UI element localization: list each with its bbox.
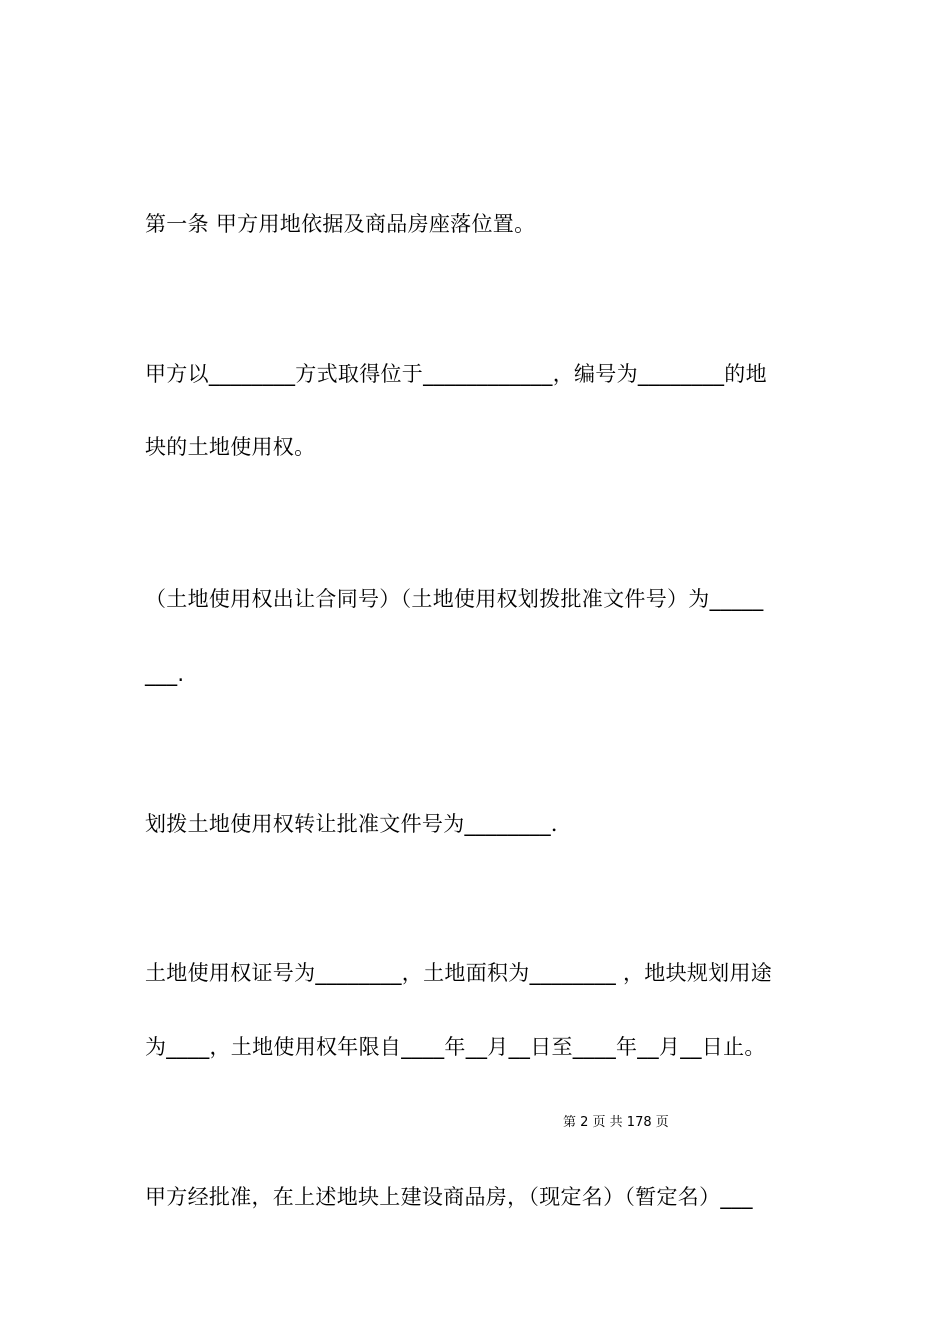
paragraph-line-8: 甲方经批准，在上述地块上建设商品房，（现定名）（暂定名）___ <box>145 1185 753 1209</box>
paragraph-line-1: 甲方以________方式取得位于____________，编号为________的地 <box>145 362 767 386</box>
page-footer: 第 2 页 共 178 页 <box>563 1115 669 1130</box>
paragraph-line-3: （土地使用权出让合同号）（土地使用权划拨批准文件号）为_____ <box>145 587 764 611</box>
article-heading: 第一条 甲方用地依据及商品房座落位置。 <box>145 212 536 236</box>
paragraph-line-5: 划拨土地使用权转让批准文件号为________． <box>145 812 573 836</box>
paragraph-line-7: 为____，土地使用权年限自____年__月__日至____年__月__日止。 <box>145 1035 766 1059</box>
paragraph-line-6: 土地使用权证号为________，土地面积为________ ，地块规划用途 <box>145 961 773 985</box>
paragraph-line-4: ___. <box>145 662 185 686</box>
paragraph-line-2: 块的土地使用权。 <box>145 435 316 459</box>
